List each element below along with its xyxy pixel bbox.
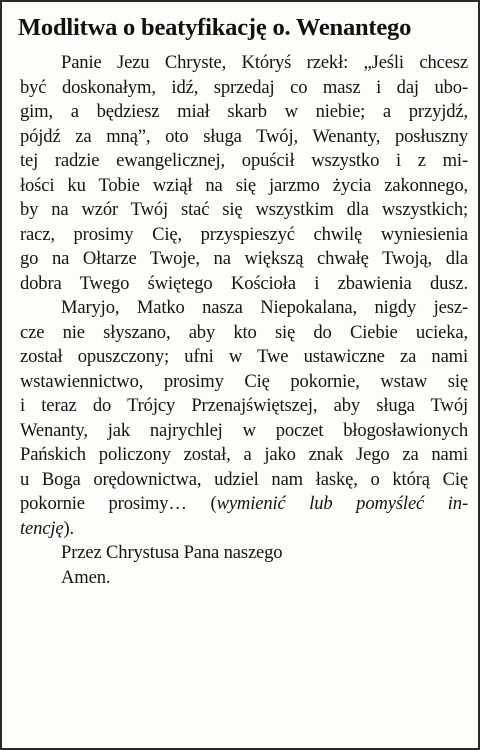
text-line: i teraz do Trójcy Przenajświętszej, aby sługa Twój (20, 395, 468, 416)
italic-instruction: wymienić lub pomyśleć in- (216, 493, 468, 514)
amen-line: Amen. (61, 566, 111, 588)
text-line: by na wzór Twój stać się wszystkim dla wszystkich; (20, 199, 468, 220)
text-line: go na Ołtarze Twoje, na większą chwałę Twoją, dla (20, 248, 468, 269)
text-line: Panie Jezu Chryste, Któryś rzekł: „Jeśli chcesz (61, 52, 468, 73)
closing-line: Przez Chrystusa Pana naszego (61, 542, 283, 563)
text-line: łości ku Tobie wziął na się jarzmo życia zakonnego, (20, 174, 468, 196)
text-segment: ). (63, 517, 75, 539)
text-line-mixed (20, 492, 468, 517)
text-line: cze nie słyszano, aby kto się do Ciebie ucieka, (20, 321, 468, 343)
prayer-body (20, 51, 468, 590)
text-line: gim, a będziesz miał skarb w niebie; a przyjdź, (20, 101, 468, 122)
text-line: pójdź za mną”, oto sługa Twój, Wenanty, posłuszny (20, 125, 468, 147)
text-line: Maryjo, Matko nasza Niepokalana, nigdy jesz- (61, 297, 468, 318)
text-line: Wenanty, jak najrychlej w poczet błogosławionych (20, 419, 468, 441)
text-line-mixed (20, 517, 468, 542)
text-line: został opuszczony; ufni w Twe ustawiczne za nami (20, 346, 468, 367)
text-line: dobra Twego świętego Kościoła i zbawienia dusz. (20, 272, 468, 294)
text-line: Pańskich policzony został, a jako znak Jego za nami (20, 444, 468, 465)
italic-instruction: tencję (20, 517, 64, 539)
text-line: być doskonałym, idź, sprzedaj co masz i daj ubo- (20, 76, 468, 98)
text-line: tej radzie ewangelicznej, opuścił wszystko i z mi- (20, 150, 468, 171)
prayer-title: Modlitwa o beatyfikację o. Wenantego (18, 14, 412, 41)
text-segment: pokornie prosimy… ( (20, 493, 217, 514)
text-line: u Boga orędownictwa, udziel nam łaskę, o którą Cię (20, 468, 468, 490)
text-line: wstawiennictwo, prosimy Cię pokornie, wstaw się (20, 370, 468, 392)
text-line: racz, prosimy Cię, przyspieszyć chwilę wyniesienia (20, 223, 468, 245)
